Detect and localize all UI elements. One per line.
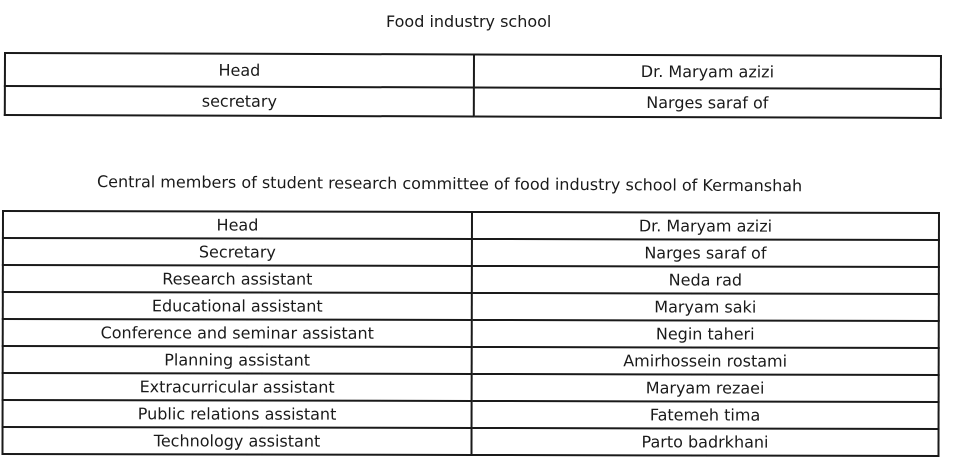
committee-table: [1, 210, 940, 457]
name-cell: Narges saraf of: [474, 87, 941, 117]
role-cell: Public relations assistant: [3, 400, 472, 428]
role-cell: Technology assistant: [2, 427, 471, 455]
page-title: Food industry school: [386, 12, 552, 31]
role-cell: Extracurricular assistant: [3, 373, 472, 401]
table-row: [3, 319, 939, 348]
role-cell: Planning assistant: [3, 346, 472, 374]
table-row: [3, 292, 939, 321]
table-row: [2, 427, 938, 456]
name-cell: Amirhossein rostami: [472, 347, 939, 375]
role-cell: Head: [5, 53, 474, 87]
role-cell: Head: [3, 211, 472, 239]
table-row: [5, 53, 941, 89]
table-row: [3, 346, 939, 375]
name-cell: Narges saraf of: [472, 239, 939, 267]
role-cell: Educational assistant: [3, 292, 472, 320]
committee-title: Central members of student research committee of food industry school of Kermanshah: [96, 172, 803, 196]
table-row: [3, 265, 939, 294]
name-cell: Maryam saki: [472, 293, 939, 321]
role-cell: Conference and seminar assistant: [3, 319, 472, 347]
name-cell: Fatemeh tima: [472, 401, 939, 429]
name-cell: Dr. Maryam azizi: [472, 212, 939, 240]
table-row: [3, 373, 939, 402]
leadership-table: [4, 52, 942, 119]
role-cell: secretary: [5, 86, 474, 116]
table-row: [3, 400, 939, 429]
role-cell: Secretary: [3, 238, 472, 266]
name-cell: Negin taheri: [472, 320, 939, 348]
table-row: [3, 211, 939, 240]
name-cell: Maryam rezaei: [472, 374, 939, 402]
name-cell: Dr. Maryam azizi: [474, 54, 941, 88]
table-row: [3, 238, 939, 267]
role-cell: Research assistant: [3, 265, 472, 293]
name-cell: Parto badrkhani: [471, 428, 938, 456]
table-row: [5, 86, 941, 118]
name-cell: Neda rad: [472, 266, 939, 294]
